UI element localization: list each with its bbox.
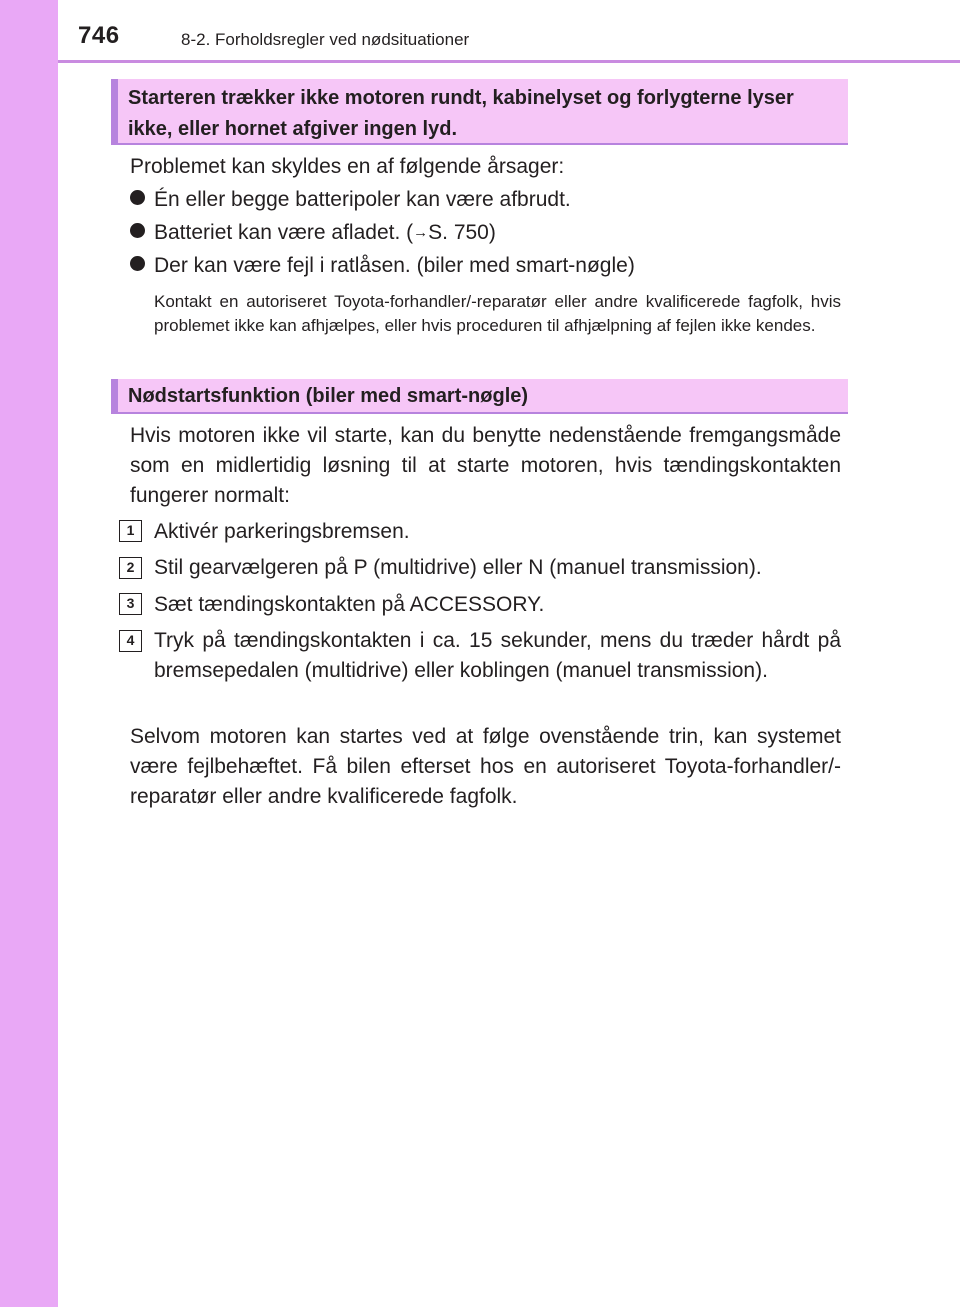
step-number-badge: 1 bbox=[119, 520, 142, 542]
side-band bbox=[0, 0, 58, 1307]
bullet-dot bbox=[130, 190, 145, 205]
bullet-item bbox=[130, 185, 571, 215]
bullet-item bbox=[130, 251, 635, 281]
page-number: 746 bbox=[78, 22, 120, 49]
bullet-text: Batteriet kan være afladet. ( bbox=[154, 221, 414, 244]
step-text: Sæt tændingskontakten på ACCESSORY. bbox=[154, 593, 545, 616]
step-number-badge: 3 bbox=[119, 593, 142, 615]
section-heading-emergency-start: Nødstartsfunktion (biler med smart-nøgle) bbox=[111, 379, 848, 414]
chapter-title: 8-2. Forholdsregler ved nødsituationer bbox=[181, 30, 470, 49]
section2-intro: Hvis motoren ikke vil starte, kan du benytte nedenstående fremgangsmåde som en midlertidig løsning til at starte motoren, hvis tændingskontakten fungerer normalt: bbox=[130, 424, 841, 507]
bullet-dot bbox=[130, 223, 145, 238]
arrow-right-icon: → bbox=[413, 224, 429, 241]
step-text: Tryk på tændingskontakten i ca. 15 sekunder, mens du træder hårdt på bremsepedalen (multidrive) eller koblingen (manuel transmission). bbox=[154, 629, 841, 682]
section-heading-starter: Starteren trækker ikke motoren rundt, kabinelyset og forlygterne lyser ikke, eller hornet afgiver ingen lyd. bbox=[111, 79, 848, 145]
step-number-badge: 2 bbox=[119, 557, 142, 579]
page-reference[interactable]: S. 750) bbox=[428, 221, 496, 244]
bullet-text: Der kan være fejl i ratlåsen. (biler med smart-nøgle) bbox=[154, 254, 635, 277]
step-text: Stil gearvælgeren på P (multidrive) eller N (manuel transmission). bbox=[154, 556, 762, 579]
bullet-text: Én eller begge batteripoler kan være afbrudt. bbox=[154, 188, 571, 211]
bullet-item bbox=[130, 218, 496, 248]
section1-intro: Problemet kan skyldes en af følgende årsager: bbox=[130, 155, 565, 178]
section2-closing: Selvom motoren kan startes ved at følge ovenstående trin, kan systemet være fejlbehæftet. Få bilen efterset hos en autoriseret Toyota-forhandler/-reparatør eller andre kvalificerede fagfolk. bbox=[130, 725, 841, 808]
section1-note: Kontakt en autoriseret Toyota-forhandler/-reparatør eller andre kvalificerede fagfolk, hvis problemet ikke kan afhjælpes, eller hvis proceduren til afhjælpning af fejlen ikke kendes. bbox=[154, 292, 841, 335]
bullet-dot bbox=[130, 256, 145, 271]
header-divider bbox=[58, 60, 960, 63]
step-number-badge: 4 bbox=[119, 630, 142, 652]
step-text: Aktivér parkeringsbremsen. bbox=[154, 520, 410, 543]
